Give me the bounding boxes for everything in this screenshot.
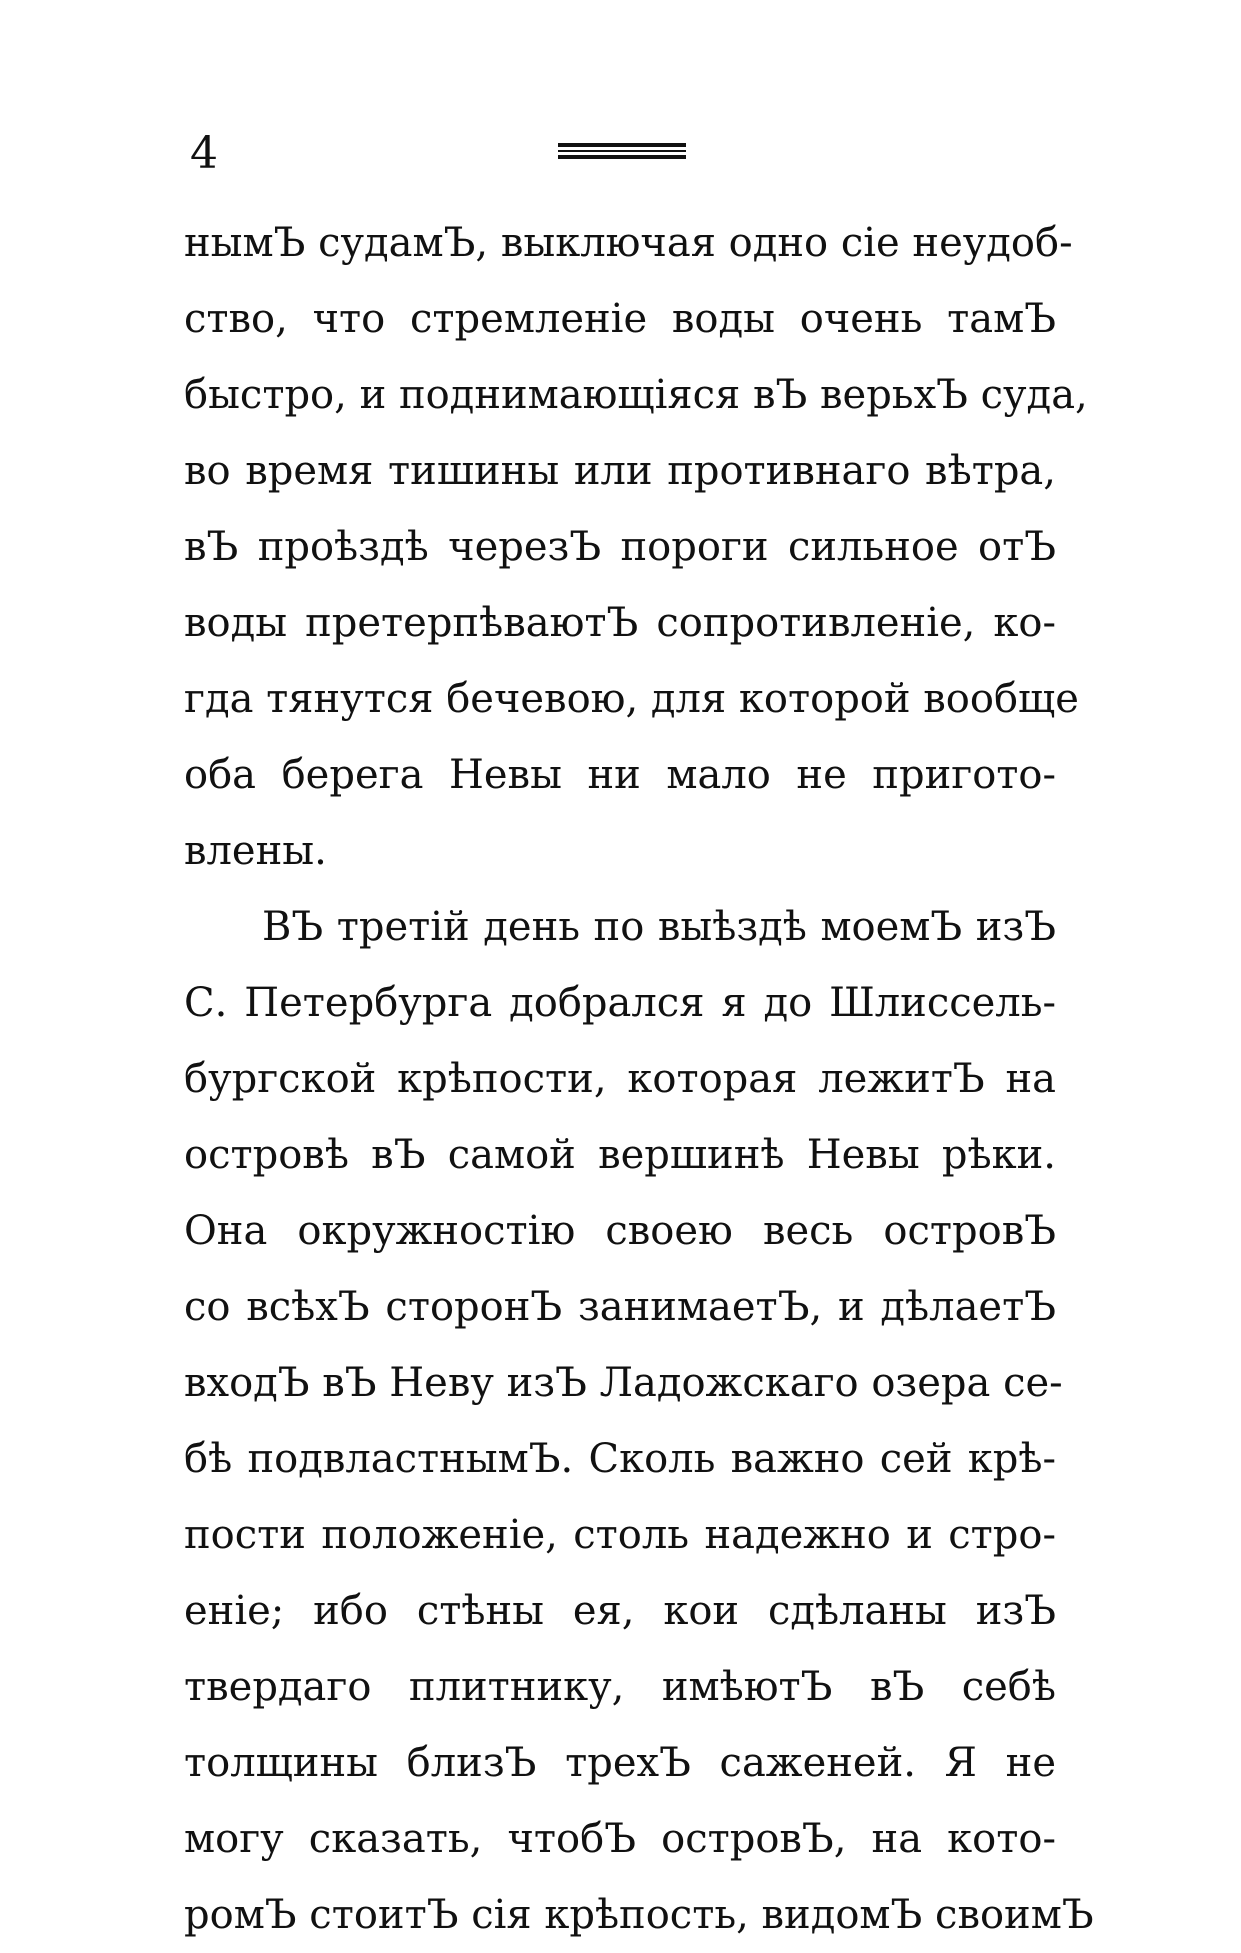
text-line: твердаго плитнику, имѣютЪ вЪ себѣ	[184, 1664, 1056, 1710]
text-line: влены.	[184, 828, 327, 874]
body-text	[184, 205, 1094, 1953]
page-number: 4	[190, 128, 218, 179]
text-line: могу сказать, чтобЪ островЪ, на кото-	[184, 1816, 1056, 1862]
text-line: оба берега Невы ни мало не пригото-	[184, 752, 1056, 798]
text-line: бургской крѣпости, которая лежитЪ на	[184, 1056, 1056, 1102]
text-line: нымЪ судамЪ, выключая одно сіе неудоб-	[184, 220, 1073, 266]
text-line: Она окружностію своею весь островЪ	[184, 1208, 1056, 1254]
text-line: быстро, и поднимающіяся вЪ верьхЪ суда,	[184, 372, 1088, 418]
text-line: ВЪ третій день по выѣздѣ моемЪ изЪ	[262, 904, 1056, 950]
text-line: С. Петербурга добрался я до Шлиссель-	[184, 980, 1056, 1026]
text-line: островѣ вЪ самой вершинѣ Невы рѣки.	[184, 1132, 1056, 1178]
text-line: пости положеніе, столь надежно и стро-	[184, 1512, 1056, 1558]
text-line: со всѣхЪ сторонЪ занимаетЪ, и дѣлаетЪ	[184, 1284, 1056, 1330]
text-line: воды претерпѣваютЪ сопротивленіе, ко-	[184, 600, 1056, 646]
header-ornament	[558, 143, 686, 162]
text-line: ромЪ стоитЪ сія крѣпость, видомЪ своимЪ	[184, 1892, 1094, 1938]
text-line: входЪ вЪ Неву изЪ Ладожскаго озера се-	[184, 1360, 1063, 1406]
text-line: еніе; ибо стѣны ея, кои сдѣланы изЪ	[184, 1588, 1056, 1634]
text-line: ство, что стремленіе воды очень тамЪ	[184, 296, 1056, 342]
text-line: толщины близЪ трехЪ саженей. Я не	[184, 1740, 1056, 1786]
text-line: во время тишины или противнаго вѣтра,	[184, 448, 1056, 494]
text-line: гда тянутся бечевою, для которой вообще	[184, 676, 1079, 722]
text-line: вЪ проѣздѣ черезЪ пороги сильное отЪ	[184, 524, 1056, 570]
text-line: бѣ подвластнымЪ. Сколь важно сей крѣ-	[184, 1436, 1056, 1482]
